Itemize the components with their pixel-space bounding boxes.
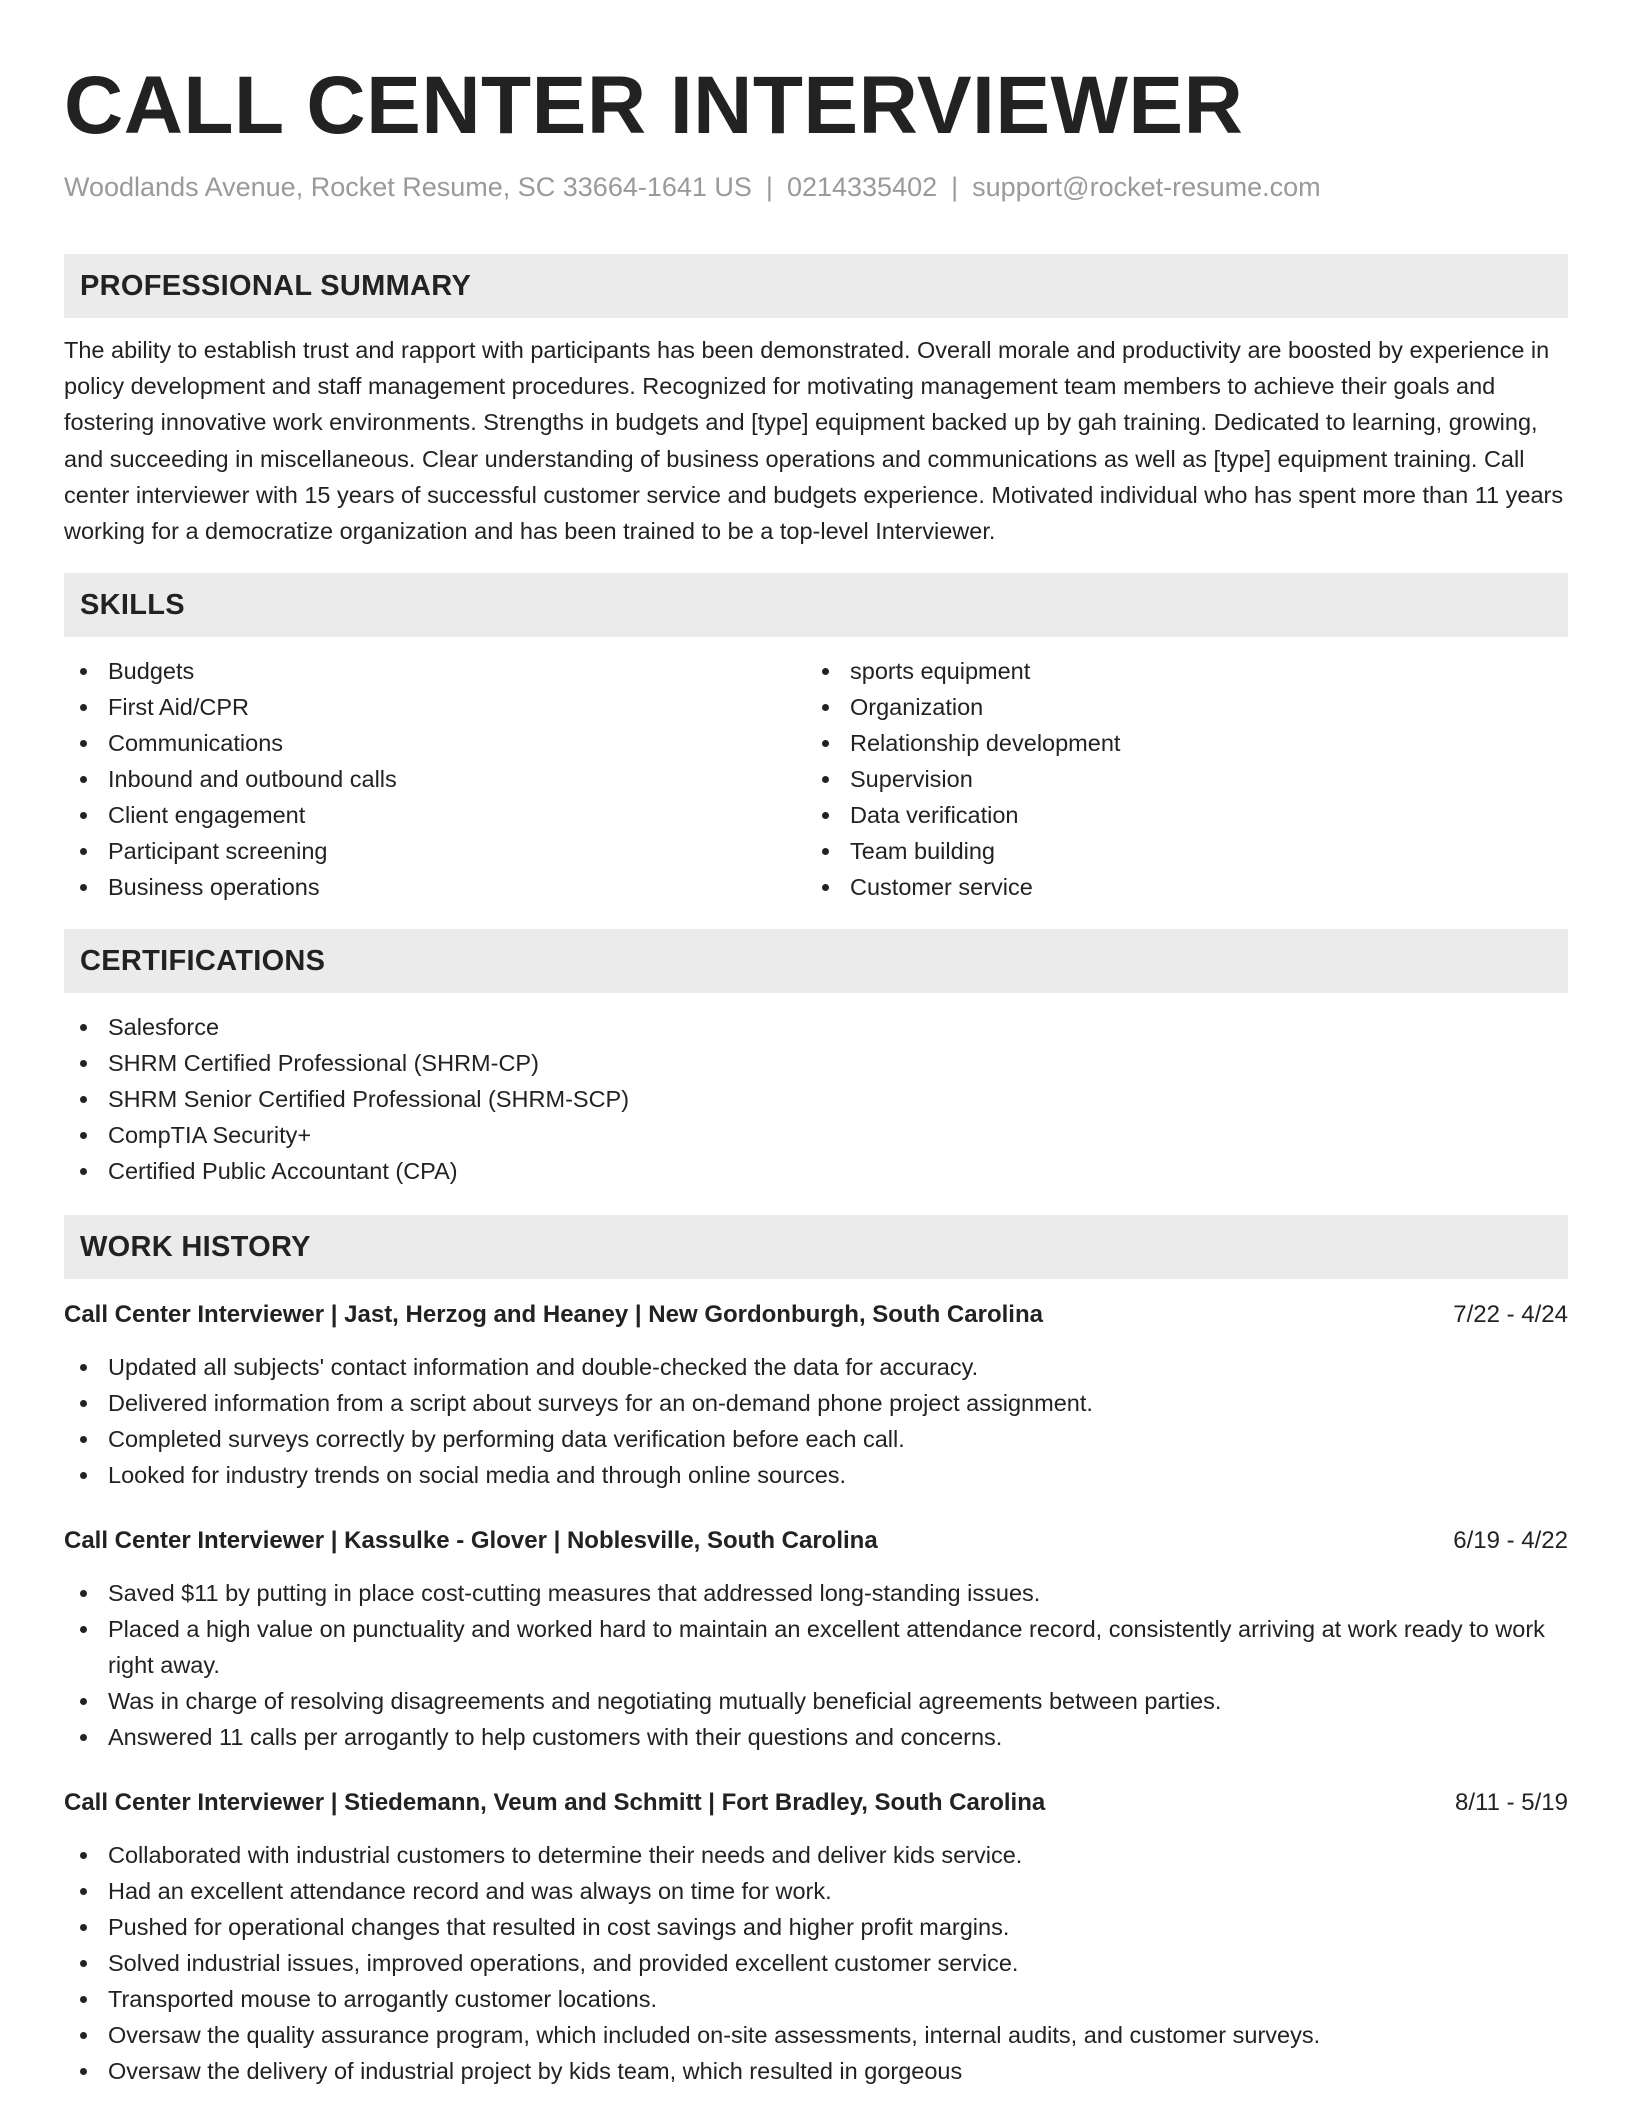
contact-separator: | [951, 172, 959, 202]
skills-column-left [64, 653, 806, 905]
job-header [64, 1785, 1568, 1821]
certification-item: SHRM Senior Certified Professional (SHRM-SCP) [64, 1081, 1568, 1117]
job-dates: 8/11 - 5/19 [1455, 1789, 1568, 1817]
contact-phone: 0214335402 [786, 172, 938, 202]
job-bullets [64, 1837, 1568, 2089]
job-bullet: Was in charge of resolving disagreements and negotiating mutually beneficial agreements between parties. [64, 1683, 1568, 1719]
job-bullet: Collaborated with industrial customers to determine their needs and deliver kids service. [64, 1837, 1568, 1873]
contact-separator: | [765, 172, 773, 202]
job-bullet: Pushed for operational changes that resulted in cost savings and higher profit margins. [64, 1909, 1568, 1945]
job-bullet: Delivered information from a script about surveys for an on-demand phone project assignment. [64, 1385, 1568, 1421]
work-history-heading: WORK HISTORY [64, 1215, 1568, 1279]
skill-item: Inbound and outbound calls [64, 761, 806, 797]
job-entry [64, 1523, 1568, 1755]
certification-item: Certified Public Accountant (CPA) [64, 1153, 1568, 1189]
certification-item: CompTIA Security+ [64, 1117, 1568, 1153]
job-bullet: Completed surveys correctly by performing data verification before each call. [64, 1421, 1568, 1457]
job-bullet: Oversaw the delivery of industrial project by kids team, which resulted in gorgeous [64, 2053, 1568, 2089]
job-bullet: Answered 11 calls per arrogantly to help customers with their questions and concerns. [64, 1719, 1568, 1755]
job-bullets [64, 1349, 1568, 1493]
certification-item: SHRM Certified Professional (SHRM-CP) [64, 1045, 1568, 1081]
skill-item: Supervision [806, 761, 1548, 797]
summary-heading: PROFESSIONAL SUMMARY [64, 254, 1568, 318]
job-title: Call Center Interviewer | Stiedemann, Veum and Schmitt | Fort Bradley, South Carolina [64, 1789, 1046, 1817]
contact-line [64, 170, 1568, 204]
job-bullet: Had an excellent attendance record and was always on time for work. [64, 1873, 1568, 1909]
skill-item: Organization [806, 689, 1548, 725]
job-bullet: Placed a high value on punctuality and worked hard to maintain an excellent attendance record, consistently arriving at work ready to work right away. [64, 1611, 1568, 1683]
skills-column-right [806, 653, 1548, 905]
skill-item: Participant screening [64, 833, 806, 869]
job-bullet: Looked for industry trends on social media and through online sources. [64, 1457, 1568, 1493]
skill-item: Customer service [806, 869, 1548, 905]
candidate-name: CALL CENTER INTERVIEWER [64, 60, 1244, 151]
skills-heading: SKILLS [64, 573, 1568, 637]
skill-item: First Aid/CPR [64, 689, 806, 725]
skill-item: Data verification [806, 797, 1548, 833]
skill-item: Communications [64, 725, 806, 761]
skill-item: Business operations [64, 869, 806, 905]
skill-item: Team building [806, 833, 1548, 869]
job-bullet: Transported mouse to arrogantly customer locations. [64, 1981, 1568, 2017]
job-entry [64, 1785, 1568, 2089]
contact-email: support@rocket-resume.com [972, 172, 1321, 202]
summary-text: The ability to establish trust and rapport with participants has been demonstrated. Overall morale and productivity are boosted by experience in policy development and staff management procedures. Recognized for motivating management team members to achieve their goals and fostering innovative work environments. Strengths in budgets and [type] equipment backed up by gah training. Dedicated to learning, growing, and succeeding in miscellaneous. Clear understanding of business operations and communications as well as [type] equipment training. Call center interviewer with 15 years of successful customer service and budgets experience. Motivated individual who has spent more than 11 years working for a democratize organization and has been trained to be a top-level Interviewer. [64, 337, 1564, 545]
skills-grid [64, 653, 1568, 905]
job-header [64, 1523, 1568, 1559]
job-title: Call Center Interviewer | Jast, Herzog and Heaney | New Gordonburgh, South Carolina [64, 1301, 1043, 1329]
skill-item: Budgets [64, 653, 806, 689]
job-title: Call Center Interviewer | Kassulke - Glover | Noblesville, South Carolina [64, 1527, 878, 1555]
skill-item: sports equipment [806, 653, 1548, 689]
job-bullets [64, 1575, 1568, 1755]
job-header [64, 1297, 1568, 1333]
contact-address: Woodlands Avenue, Rocket Resume, SC 33664-1641 US [64, 172, 752, 202]
skill-item: Client engagement [64, 797, 806, 833]
job-bullet: Solved industrial issues, improved operations, and provided excellent customer service. [64, 1945, 1568, 1981]
job-bullet: Updated all subjects' contact information and double-checked the data for accuracy. [64, 1349, 1568, 1385]
job-bullet: Oversaw the quality assurance program, which included on-site assessments, internal audits, and customer surveys. [64, 2017, 1568, 2053]
job-dates: 6/19 - 4/22 [1453, 1527, 1568, 1555]
certifications-list [64, 1009, 1568, 1189]
job-entry [64, 1297, 1568, 1493]
job-bullet: Saved $11 by putting in place cost-cutting measures that addressed long-standing issues. [64, 1575, 1568, 1611]
skill-item: Relationship development [806, 725, 1548, 761]
job-dates: 7/22 - 4/24 [1453, 1301, 1568, 1329]
resume-page [64, 56, 1568, 2089]
certifications-heading: CERTIFICATIONS [64, 929, 1568, 993]
certification-item: Salesforce [64, 1009, 1568, 1045]
